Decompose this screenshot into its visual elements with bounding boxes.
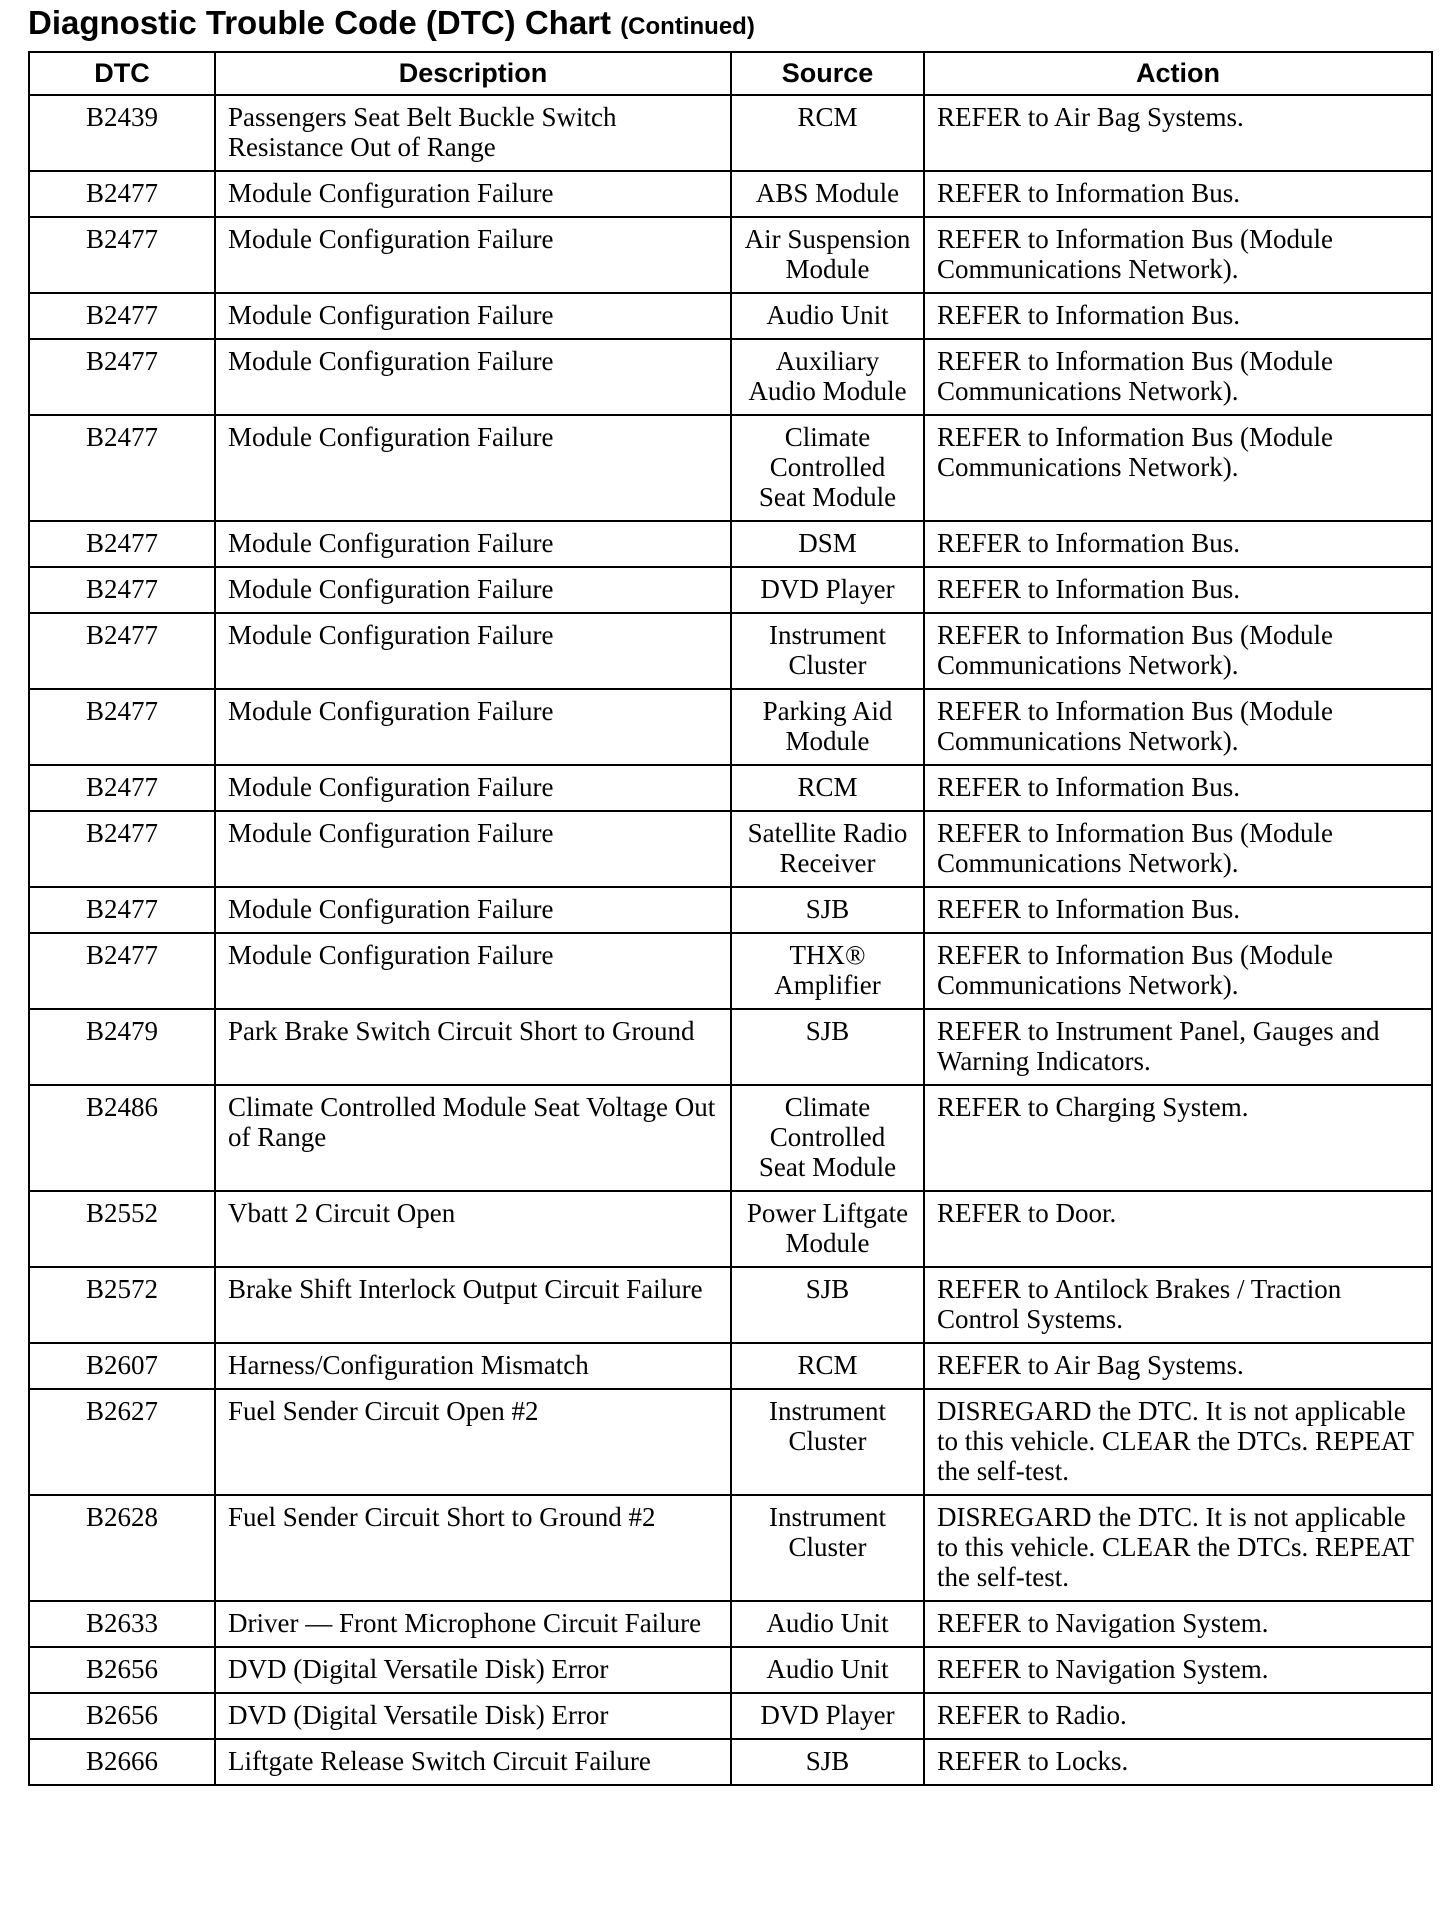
table-row [29, 521, 1432, 567]
table-row [29, 567, 1432, 613]
cell-source: SJB [731, 887, 924, 933]
table-row [29, 293, 1432, 339]
cell-source: RCM [731, 1343, 924, 1389]
cell-dtc: B2486 [29, 1085, 215, 1191]
cell-dtc: B2627 [29, 1389, 215, 1495]
cell-action: REFER to Information Bus. [924, 521, 1432, 567]
cell-dtc: B2633 [29, 1601, 215, 1647]
cell-dtc: B2479 [29, 1009, 215, 1085]
table-row [29, 1693, 1432, 1739]
cell-dtc: B2656 [29, 1647, 215, 1693]
cell-action: REFER to Air Bag Systems. [924, 95, 1432, 171]
cell-action: REFER to Information Bus. [924, 567, 1432, 613]
cell-dtc: B2477 [29, 567, 215, 613]
cell-source: SJB [731, 1739, 924, 1785]
table-row [29, 1191, 1432, 1267]
cell-dtc: B2477 [29, 689, 215, 765]
table-row [29, 765, 1432, 811]
cell-dtc: B2477 [29, 521, 215, 567]
cell-dtc: B2628 [29, 1495, 215, 1601]
cell-description: Fuel Sender Circuit Short to Ground #2 [215, 1495, 731, 1601]
table-row [29, 1343, 1432, 1389]
cell-action: REFER to Door. [924, 1191, 1432, 1267]
cell-action: REFER to Air Bag Systems. [924, 1343, 1432, 1389]
cell-source: Climate Controlled Seat Module [731, 415, 924, 521]
cell-dtc: B2477 [29, 293, 215, 339]
cell-description: Vbatt 2 Circuit Open [215, 1191, 731, 1267]
title-text: Diagnostic Trouble Code (DTC) Chart [28, 4, 612, 41]
table-row [29, 1267, 1432, 1343]
cell-description: Module Configuration Failure [215, 613, 731, 689]
cell-action: REFER to Information Bus (Module Communications Network). [924, 613, 1432, 689]
cell-description: DVD (Digital Versatile Disk) Error [215, 1647, 731, 1693]
cell-source: Instrument Cluster [731, 1389, 924, 1495]
table-row [29, 1739, 1432, 1785]
cell-dtc: B2439 [29, 95, 215, 171]
cell-action: REFER to Information Bus (Module Communications Network). [924, 811, 1432, 887]
cell-action: REFER to Radio. [924, 1693, 1432, 1739]
cell-action: DISREGARD the DTC. It is not applicable to this vehicle. CLEAR the DTCs. REPEAT the self-test. [924, 1495, 1432, 1601]
table-row [29, 1085, 1432, 1191]
cell-dtc: B2477 [29, 415, 215, 521]
cell-dtc: B2552 [29, 1191, 215, 1267]
cell-description: DVD (Digital Versatile Disk) Error [215, 1693, 731, 1739]
cell-dtc: B2607 [29, 1343, 215, 1389]
cell-description: Module Configuration Failure [215, 521, 731, 567]
title-suffix: (Continued) [620, 13, 755, 40]
cell-action: REFER to Antilock Brakes / Traction Control Systems. [924, 1267, 1432, 1343]
cell-description: Module Configuration Failure [215, 567, 731, 613]
cell-action: REFER to Locks. [924, 1739, 1432, 1785]
cell-source: SJB [731, 1009, 924, 1085]
cell-action: REFER to Information Bus (Module Communications Network). [924, 415, 1432, 521]
cell-dtc: B2477 [29, 613, 215, 689]
table-row [29, 1495, 1432, 1601]
cell-description: Park Brake Switch Circuit Short to Ground [215, 1009, 731, 1085]
cell-action: REFER to Navigation System. [924, 1601, 1432, 1647]
cell-dtc: B2477 [29, 765, 215, 811]
cell-action: REFER to Instrument Panel, Gauges and Warning Indicators. [924, 1009, 1432, 1085]
cell-source: SJB [731, 1267, 924, 1343]
cell-source: THX® Amplifier [731, 933, 924, 1009]
header-dtc: DTC [29, 52, 215, 95]
cell-action: REFER to Information Bus (Module Communications Network). [924, 689, 1432, 765]
cell-action: REFER to Information Bus (Module Communications Network). [924, 217, 1432, 293]
header-description: Description [215, 52, 731, 95]
cell-source: RCM [731, 95, 924, 171]
cell-source: DVD Player [731, 567, 924, 613]
table-row [29, 1389, 1432, 1495]
table-row [29, 689, 1432, 765]
cell-action: REFER to Information Bus. [924, 887, 1432, 933]
cell-dtc: B2477 [29, 887, 215, 933]
cell-dtc: B2477 [29, 811, 215, 887]
cell-dtc: B2477 [29, 171, 215, 217]
header-action: Action [924, 52, 1432, 95]
table-row [29, 1009, 1432, 1085]
cell-description: Brake Shift Interlock Output Circuit Failure [215, 1267, 731, 1343]
cell-source: Auxiliary Audio Module [731, 339, 924, 415]
cell-source: DVD Player [731, 1693, 924, 1739]
table-row [29, 217, 1432, 293]
dtc-table [28, 51, 1433, 1786]
cell-source: Power Liftgate Module [731, 1191, 924, 1267]
cell-source: Air Suspension Module [731, 217, 924, 293]
table-row [29, 887, 1432, 933]
cell-dtc: B2656 [29, 1693, 215, 1739]
cell-source: Instrument Cluster [731, 1495, 924, 1601]
cell-description: Climate Controlled Module Seat Voltage Out of Range [215, 1085, 731, 1191]
table-row [29, 1647, 1432, 1693]
table-row [29, 933, 1432, 1009]
table-row [29, 171, 1432, 217]
table-row [29, 415, 1432, 521]
cell-description: Module Configuration Failure [215, 811, 731, 887]
cell-description: Module Configuration Failure [215, 171, 731, 217]
cell-action: REFER to Charging System. [924, 1085, 1432, 1191]
cell-action: REFER to Information Bus (Module Communications Network). [924, 933, 1432, 1009]
cell-description: Driver — Front Microphone Circuit Failure [215, 1601, 731, 1647]
cell-description: Liftgate Release Switch Circuit Failure [215, 1739, 731, 1785]
cell-action: REFER to Information Bus (Module Communications Network). [924, 339, 1432, 415]
table-row [29, 1601, 1432, 1647]
cell-action: REFER to Information Bus. [924, 293, 1432, 339]
cell-dtc: B2477 [29, 933, 215, 1009]
cell-description: Module Configuration Failure [215, 339, 731, 415]
cell-description: Module Configuration Failure [215, 217, 731, 293]
cell-source: Audio Unit [731, 293, 924, 339]
cell-dtc: B2477 [29, 339, 215, 415]
cell-action: REFER to Information Bus. [924, 171, 1432, 217]
cell-source: Satellite Radio Receiver [731, 811, 924, 887]
cell-source: ABS Module [731, 171, 924, 217]
cell-action: REFER to Information Bus. [924, 765, 1432, 811]
table-row [29, 811, 1432, 887]
cell-dtc: B2666 [29, 1739, 215, 1785]
page-title [28, 0, 755, 46]
table-body [29, 95, 1432, 1785]
table-row [29, 339, 1432, 415]
cell-description: Module Configuration Failure [215, 689, 731, 765]
cell-action: REFER to Navigation System. [924, 1647, 1432, 1693]
table-header-row [29, 52, 1432, 95]
cell-description: Module Configuration Failure [215, 887, 731, 933]
cell-description: Module Configuration Failure [215, 765, 731, 811]
cell-source: Climate Controlled Seat Module [731, 1085, 924, 1191]
cell-source: DSM [731, 521, 924, 567]
cell-source: Parking Aid Module [731, 689, 924, 765]
cell-source: Instrument Cluster [731, 613, 924, 689]
cell-description: Module Configuration Failure [215, 293, 731, 339]
cell-description: Fuel Sender Circuit Open #2 [215, 1389, 731, 1495]
table-row [29, 613, 1432, 689]
cell-source: Audio Unit [731, 1647, 924, 1693]
cell-source: RCM [731, 765, 924, 811]
table-row [29, 95, 1432, 171]
cell-description: Module Configuration Failure [215, 415, 731, 521]
cell-action: DISREGARD the DTC. It is not applicable to this vehicle. CLEAR the DTCs. REPEAT the self-test. [924, 1389, 1432, 1495]
cell-dtc: B2572 [29, 1267, 215, 1343]
header-source: Source [731, 52, 924, 95]
cell-description: Passengers Seat Belt Buckle Switch Resistance Out of Range [215, 95, 731, 171]
cell-dtc: B2477 [29, 217, 215, 293]
cell-description: Harness/Configuration Mismatch [215, 1343, 731, 1389]
cell-description: Module Configuration Failure [215, 933, 731, 1009]
cell-source: Audio Unit [731, 1601, 924, 1647]
